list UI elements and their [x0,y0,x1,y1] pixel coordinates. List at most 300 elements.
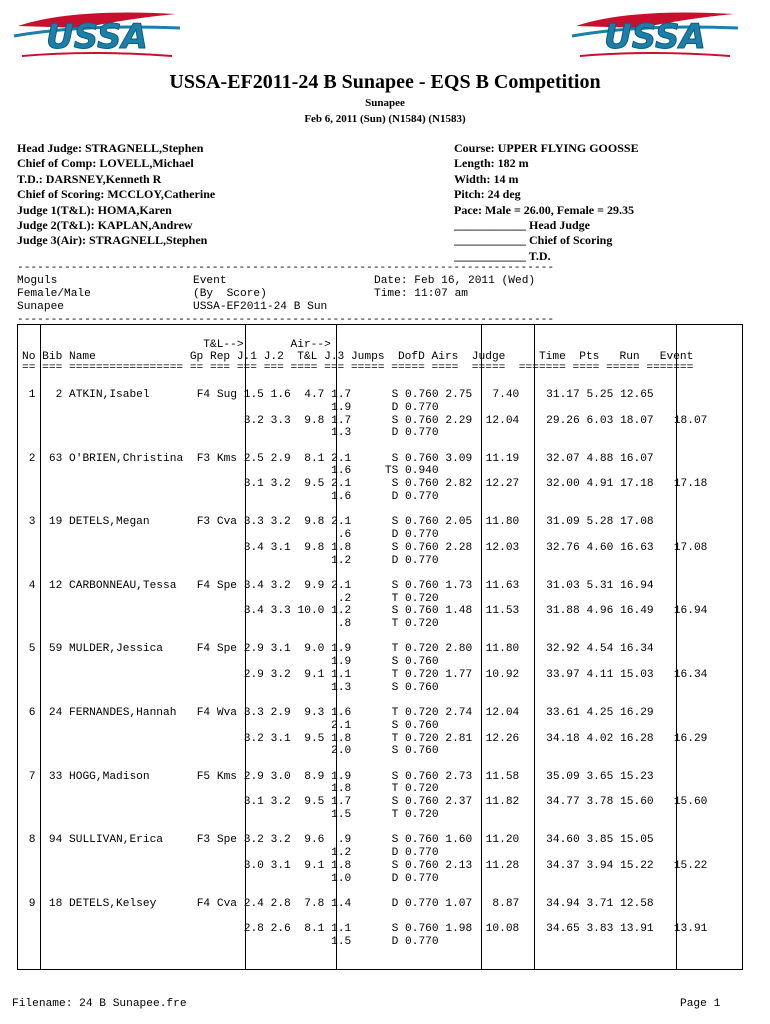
judge-2-score: 3.1 [270,643,291,656]
judge-1-score: 2.8 [243,923,264,936]
airs-score: 1.73 [445,579,473,592]
tl-total: 9.8 [304,541,325,554]
airs-score: 2.05 [445,516,473,529]
rank-number: 6 [28,707,36,719]
rank-number: 9 [28,897,36,910]
run-score: 15.22 [620,859,654,872]
jump-code: D [391,529,399,541]
judge-1-score: 3.1 [243,796,264,809]
run-time: 29.26 [546,414,580,427]
athlete-name: SULLIVAN,Erica [69,834,164,847]
event-score: 17.08 [673,541,708,554]
judge-1-score: 2.9 [243,770,264,783]
time-points: 4.25 [586,707,614,719]
page-title: USSA-EF2011-24 B Sunapee - EQS B Competition [169,71,601,93]
meta-line: Moguls [17,275,58,287]
run-score: 18.07 [620,414,654,427]
group-code: F4 [196,707,211,719]
judge-total: 12.26 [485,732,520,745]
course-block [454,141,639,264]
event-score: 18.07 [673,414,708,427]
time-points: 4.96 [586,605,614,618]
run-score: 13.91 [620,923,654,936]
judge-1-score: 3.4 [243,605,264,618]
time-points: 3.71 [586,897,614,910]
judge-2-score: 3.2 [270,834,291,847]
rank-number: 3 [28,516,36,529]
athlete-name: CARBONNEAU,Tessa [69,579,177,592]
judge-3-score: 1.2 [331,605,352,618]
tl-total: 9.9 [304,579,325,592]
athlete-name: ATKIN,Isabel [69,389,150,401]
bib-number: 33 [48,770,63,783]
run-time: 32.92 [546,643,580,656]
run-time: 34.94 [546,897,580,910]
time-points: 5.25 [586,389,614,401]
degree-of-difficulty: 0.760 [405,452,439,465]
course-line: Course: UPPER FLYING GOOSSE [454,141,639,155]
time-points: 4.54 [586,643,614,656]
meta-line: Female/Male [17,287,91,300]
jump-code: D [391,936,399,949]
tl-total: 9.8 [304,414,325,427]
rep-code: Kms [216,770,238,783]
rank-number: 2 [28,452,36,465]
airs-score: 2.81 [445,732,473,745]
degree-of-difficulty: 0.760 [405,541,439,554]
tl-total: 7.8 [304,897,325,910]
judge-1-score: 3.0 [243,859,264,872]
judge-2-score: 3.2 [270,669,291,681]
event-score: 16.94 [673,605,708,618]
column-rule [481,325,482,969]
jump-code: T [391,669,399,681]
group-code: F4 [196,579,211,592]
judge-2-score: 3.3 [270,414,291,427]
meta-line: (By Score) [193,287,267,300]
jump-code: T [391,783,399,796]
judge-1-score: 2.4 [243,897,264,910]
time-points: 4.02 [586,732,614,745]
judge-total: 11.80 [485,643,520,656]
time-points: 5.28 [586,516,614,529]
jump-code: D [391,427,399,440]
judge-1-score: 1.5 [243,389,264,401]
tl-total: 9.0 [304,643,325,656]
tl-total: 9.6 [304,834,325,847]
header-row-3: == === ================= == === === === ==== === ===== ===== ==== ===== ======= ==== ===== ======= [22,362,694,374]
group-code: F4 [196,897,211,910]
rep-code: Cva [216,897,238,910]
jump-code: S [391,579,399,592]
run-time: 34.37 [546,859,580,872]
judge-3-score: 1.6 [331,707,352,719]
time-points: 3.83 [586,923,614,936]
official-line: Judge 1(T&L): HOMA,Karen [17,202,172,217]
bib-number: 63 [48,452,63,465]
judge-3-score: .6 [337,529,352,541]
judge-total: 11.20 [485,834,520,847]
rank-number: 4 [28,579,36,592]
results-table [17,324,743,970]
rank-number: 8 [28,834,36,847]
judge-total: 10.08 [485,923,520,936]
judge-3-score: 1.8 [331,541,352,554]
degree-of-difficulty: 0.760 [405,770,439,783]
event-score: 17.18 [673,478,708,491]
athlete-name: MULDER,Jessica [69,643,164,656]
tl-total: 9.1 [304,859,325,872]
judge-total: 11.80 [485,516,520,529]
bib-number: 19 [48,516,63,529]
judge-total: 8.87 [492,897,520,910]
airs-score: 3.09 [445,452,473,465]
run-time: 35.09 [546,770,580,783]
time-points: 4.88 [586,452,614,465]
judge-2-score: 2.9 [270,707,291,719]
run-time: 31.09 [546,516,580,529]
jump-code: S [391,923,399,936]
jump-code: S [391,656,399,669]
jump-code: S [391,796,399,809]
jump-code: D [391,401,399,414]
judge-3-score: 2.1 [331,579,352,592]
judge-3-score: .8 [337,618,352,631]
judge-3-score: 1.4 [331,897,352,910]
run-score: 12.65 [620,389,654,401]
meta-line: Sunapee [17,300,64,313]
officials-block [17,141,215,249]
degree-of-difficulty: 0.770 [405,872,439,885]
airs-score: 2.37 [445,796,473,809]
official-line: Judge 3(Air): STRAGNELL,Stephen [17,233,208,248]
course-line: Pace: Male = 26.00, Female = 29.35 [454,202,634,217]
judge-1-score: 3.2 [243,414,264,427]
svg-text:USSA: USSA [46,17,148,57]
degree-of-difficulty: 0.760 [405,923,439,936]
run-time: 34.18 [546,732,580,745]
jump-code: D [391,847,399,859]
run-time: 32.07 [546,452,580,465]
page-subtitle: Sunapee [365,97,405,109]
run-time: 31.03 [546,579,580,592]
degree-of-difficulty: 0.720 [405,732,439,745]
column-rule [534,325,535,969]
degree-of-difficulty: 0.760 [405,605,439,618]
airs-score: 2.80 [445,643,473,656]
rep-code: Sug [216,389,238,401]
time-points: 3.78 [586,796,614,809]
athlete-name: O'BRIEN,Christina [69,452,184,465]
run-score: 16.07 [620,452,654,465]
airs-score: 1.60 [445,834,473,847]
group-code: F5 [196,770,211,783]
group-code: F4 [196,389,211,401]
run-score: 15.23 [620,770,654,783]
rep-code: Spe [216,579,238,592]
judge-1-score: 3.4 [243,579,264,592]
judge-2-score: 3.2 [270,478,291,491]
ussa-logo-left [12,6,182,64]
run-score: 15.60 [620,796,654,809]
judge-3-score: 1.6 [331,491,352,503]
airs-score: 2.74 [445,707,473,719]
judge-total: 10.92 [485,669,520,681]
run-score: 17.08 [620,516,654,529]
judge-2-score: 3.1 [270,541,291,554]
judge-total: 11.19 [485,452,520,465]
judge-total: 12.03 [485,541,520,554]
meta-line: Time: 11:07 am [374,287,468,300]
tl-total: 8.1 [304,923,325,936]
meta-left [17,275,91,313]
degree-of-difficulty: 0.760 [405,681,439,694]
run-time: 32.76 [546,541,580,554]
airs-score: 2.28 [445,541,473,554]
tl-total: 4.7 [304,389,325,401]
rep-code: Wva [216,707,238,719]
event-score: 15.60 [673,796,708,809]
degree-of-difficulty: 0.770 [405,401,439,414]
judge-2-score: 2.9 [270,452,291,465]
group-code: F4 [196,643,211,656]
official-line: Chief of Scoring: MCCLOY,Catherine [17,187,216,202]
airs-score: 1.77 [445,669,473,681]
bib-number: 94 [48,834,63,847]
judge-1-score: 3.2 [243,834,264,847]
course-line: ____________ Head Judge [454,218,591,233]
airs-score: 1.98 [445,923,473,936]
jump-code: D [391,897,399,910]
group-code: F3 [196,516,211,529]
judge-2-score: 3.2 [270,796,291,809]
event-score: 13.91 [673,923,708,936]
degree-of-difficulty: 0.760 [405,478,439,491]
rank-number: 1 [28,389,36,401]
jump-code: S [391,859,399,872]
degree-of-difficulty: 0.760 [405,834,439,847]
jump-code: T [391,643,399,656]
judge-3-score: 1.9 [331,770,352,783]
run-time: 33.97 [546,669,580,681]
judge-3-score: 2.1 [331,516,352,529]
judge-1-score: 3.3 [243,707,264,719]
meta-right [374,275,535,301]
run-time: 34.60 [546,834,580,847]
judge-3-score: 1.2 [331,847,352,859]
rank-number: 7 [28,770,36,783]
degree-of-difficulty: 0.770 [405,847,439,859]
degree-of-difficulty: 0.760 [405,389,439,401]
header-row-2: No Bib Name Gp Rep J.1 J.2 T&L J.3 Jumps DofD Airs Judge Time Pts Run Event [22,351,694,363]
time-points: 6.03 [586,414,614,427]
judge-1-score: 2.9 [243,643,264,656]
judge-3-score: 1.9 [331,643,352,656]
jump-code: S [391,478,399,491]
tl-total: 9.5 [304,796,325,809]
jump-code: S [391,681,399,694]
degree-of-difficulty: 0.720 [405,809,439,821]
jump-code: S [391,452,399,465]
run-score: 16.49 [620,605,654,618]
svg-text:USSA: USSA [604,17,706,57]
judge-1-score: 3.1 [243,478,264,491]
divider-line: -------------------------------------------------------------------------------- [17,314,555,326]
judge-2-score: 2.8 [270,897,291,910]
airs-score: 2.13 [445,859,473,872]
meta-line: Event [193,275,227,287]
event-score: 15.22 [673,859,708,872]
judge-2-score: 3.1 [270,732,291,745]
time-points: 4.60 [586,541,614,554]
judge-total: 11.53 [485,605,520,618]
judge-total: 12.04 [485,707,520,719]
judge-3-score: 1.3 [331,681,352,694]
judge-3-score: 2.1 [331,719,352,732]
judge-1-score: 2.9 [243,669,264,681]
judge-1-score: 2.5 [243,452,264,465]
judge-3-score: 1.8 [331,783,352,796]
official-line: Judge 2(T&L): KAPLAN,Andrew [17,218,193,233]
jump-code: S [391,745,399,758]
degree-of-difficulty: 0.720 [405,618,439,631]
judge-1-score: 3.4 [243,541,264,554]
time-points: 3.65 [586,770,614,783]
judge-3-score: 1.7 [331,389,352,401]
tl-total: 9.5 [304,732,325,745]
judge-3-score: 1.3 [331,427,352,440]
course-line: ____________ Chief of Scoring [454,233,613,248]
tl-total: 9.1 [304,669,325,681]
airs-score: 2.82 [445,478,473,491]
degree-of-difficulty: 0.720 [405,707,439,719]
bib-number: 2 [55,389,63,401]
column-rule [40,325,41,969]
judge-3-score: 1.9 [331,656,352,669]
course-line: Length: 182 m [454,156,529,171]
athlete-name: DETELS,Kelsey [69,897,157,910]
airs-score: 1.07 [445,897,473,910]
run-score: 15.03 [620,669,654,681]
divider-line: -------------------------------------------------------------------------------- [17,262,555,274]
judge-3-score: 2.1 [331,478,352,491]
run-time: 32.00 [546,478,580,491]
judge-3-score: .9 [337,834,352,847]
time-points: 5.31 [586,579,614,592]
airs-score: 2.73 [445,770,473,783]
judge-3-score: 1.5 [331,809,352,821]
tl-total: 8.9 [304,770,325,783]
jump-code: S [391,541,399,554]
degree-of-difficulty: 0.940 [405,465,439,478]
degree-of-difficulty: 0.760 [405,745,439,758]
time-points: 4.91 [586,478,614,491]
judge-1-score: 3.3 [243,516,264,529]
footer-filename: Filename: 24 B Sunapee.fre [12,998,187,1010]
jump-code: D [391,554,399,567]
group-code: F3 [196,834,211,847]
run-score: 16.29 [620,707,654,719]
judge-3-score: 1.8 [331,859,352,872]
athlete-name: DETELS,Megan [69,516,150,529]
run-score: 17.18 [620,478,654,491]
degree-of-difficulty: 0.760 [405,516,439,529]
meta-line: USSA-EF2011-24 B Sun [193,300,328,313]
jump-code: S [391,719,399,732]
tl-total: 9.5 [304,478,325,491]
jump-code: S [391,516,399,529]
jump-code: T [391,707,399,719]
jump-code: S [391,770,399,783]
judge-total: 11.82 [485,796,520,809]
run-score: 16.28 [620,732,654,745]
time-points: 4.11 [586,669,614,681]
course-line: Pitch: 24 deg [454,187,521,202]
degree-of-difficulty: 0.720 [405,592,439,605]
airs-score: 2.75 [445,389,473,401]
judge-2-score: 3.3 [270,605,291,618]
event-score: 16.29 [673,732,708,745]
degree-of-difficulty: 0.760 [405,859,439,872]
run-time: 34.65 [546,923,580,936]
degree-of-difficulty: 0.770 [405,529,439,541]
judge-2-score: 3.0 [270,770,291,783]
degree-of-difficulty: 0.720 [405,669,439,681]
rep-code: Spe [216,834,238,847]
jump-code: TS [384,465,399,478]
judge-3-score: 1.6 [331,465,352,478]
judge-total: 12.27 [485,478,520,491]
judge-3-score: 2.1 [331,452,352,465]
judge-3-score: 1.1 [331,923,352,936]
tl-total: 9.3 [304,707,325,719]
degree-of-difficulty: 0.720 [405,783,439,796]
bib-number: 12 [48,579,63,592]
jump-code: D [391,491,399,503]
jump-code: T [391,592,399,605]
degree-of-difficulty: 0.770 [405,936,439,949]
header-row-1: T&L--> Air--> [22,339,331,351]
judge-total: 11.58 [485,770,520,783]
judge-3-score: 1.8 [331,732,352,745]
jump-code: T [391,732,399,745]
bib-number: 18 [48,897,63,910]
degree-of-difficulty: 0.770 [405,427,439,440]
official-line: Head Judge: STRAGNELL,Stephen [17,141,204,155]
footer-page-number: Page 1 [680,998,721,1010]
degree-of-difficulty: 0.760 [405,796,439,809]
ussa-logo-right [570,6,740,64]
degree-of-difficulty: 0.770 [405,897,439,910]
judge-total: 11.63 [485,579,520,592]
run-time: 31.17 [546,389,580,401]
judge-3-score: 1.5 [331,936,352,949]
run-score: 16.34 [620,643,654,656]
judge-3-score: 2.0 [331,745,352,758]
judge-2-score: 1.6 [270,389,291,401]
athlete-name: FERNANDES,Hannah [69,707,177,719]
airs-score: 1.48 [445,605,473,618]
official-line: Chief of Comp: LOVELL,Michael [17,156,194,171]
event-score: 16.34 [673,669,708,681]
rep-code: Spe [216,643,238,656]
jump-code: D [391,872,399,885]
judge-3-score: .2 [337,592,352,605]
run-score: 12.58 [620,897,654,910]
rep-code: Cva [216,516,238,529]
run-score: 16.94 [620,579,654,592]
judge-2-score: 3.1 [270,859,291,872]
